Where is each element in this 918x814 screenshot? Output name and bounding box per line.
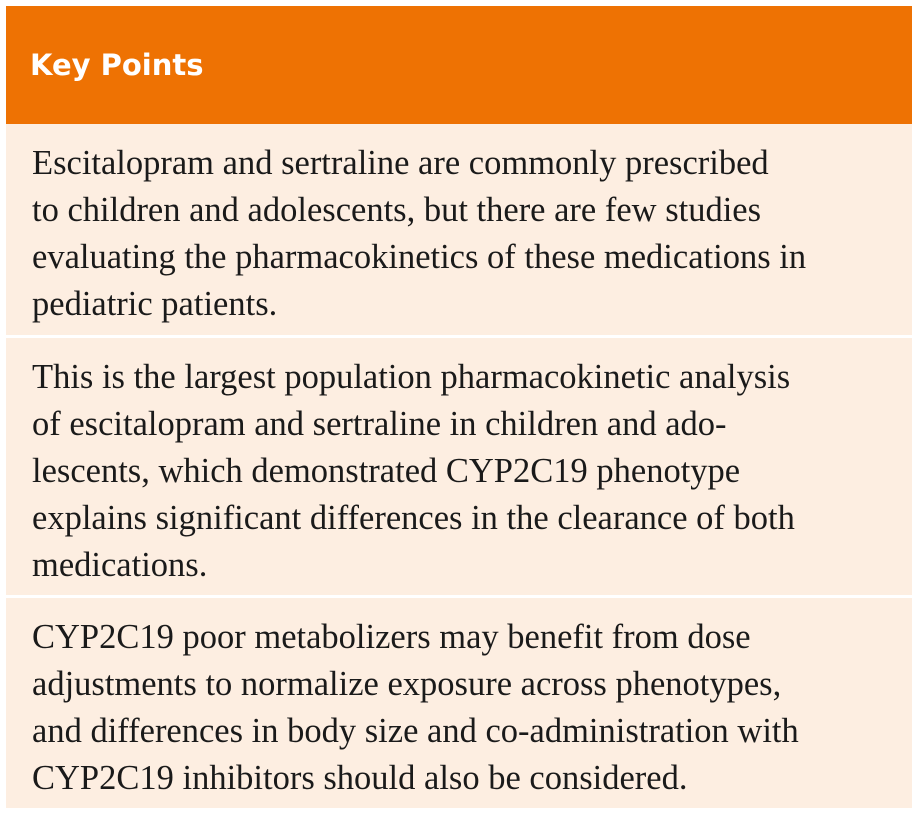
key-point-line: Escitalopram and sertraline are commonly prescribed [32,144,769,182]
key-point-line: of escitalopram and sertraline in children and ado- [32,405,727,443]
key-point-line: explains significant differences in the clearance of both [32,499,795,537]
key-point-line: evaluating the pharmacokinetics of these medications in [32,238,807,276]
key-point-line: pediatric patients. [32,285,278,323]
key-point-line: This is the largest population pharmacokinetic analysis [32,358,791,396]
key-point-item [6,124,912,338]
key-point-line: to children and adolescents, but there are few studies [32,191,762,229]
key-point-line: medications. [32,546,208,584]
key-point-item [6,598,912,808]
key-point-line: and differences in body size and co-administration with [32,712,799,750]
key-point-line: lescents, which demonstrated CYP2C19 phenotype [32,452,741,490]
key-point-line: CYP2C19 poor metabolizers may benefit from dose [32,618,751,656]
key-points-title: Key Points [30,48,204,82]
key-point-line: CYP2C19 inhibitors should also be considered. [32,759,688,797]
key-points-box [6,6,912,808]
key-points-header [6,6,912,124]
key-point-line: adjustments to normalize exposure across phenotypes, [32,665,782,703]
key-point-item [6,338,912,598]
